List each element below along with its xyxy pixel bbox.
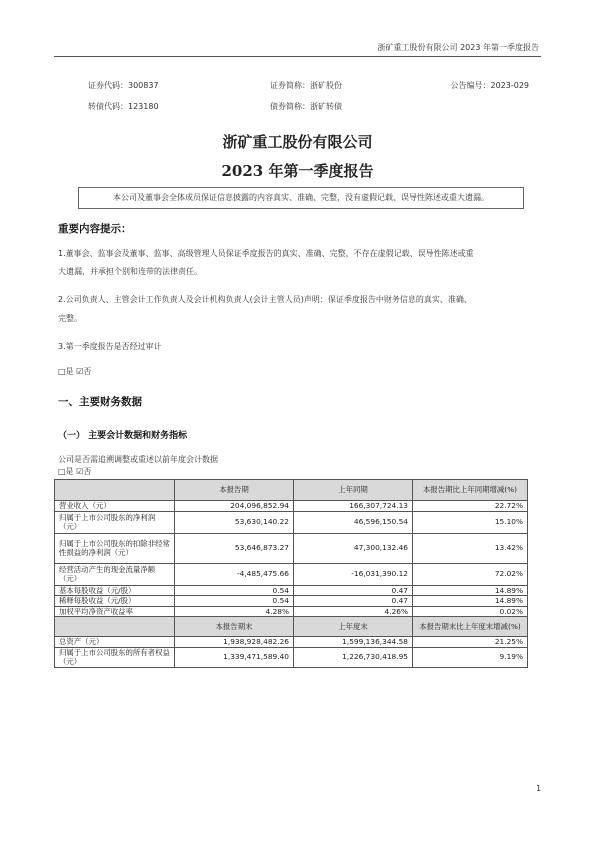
header-rule bbox=[54, 56, 541, 57]
table-header-cell: 本报告期末比上年度末增减(%) bbox=[413, 617, 528, 637]
tip-2-line-1: 2.公司负责人、主管会计工作负责人及会计机构负责人(会计主管人员)声明：保证季度报告中财务信息的真实、准确、 bbox=[58, 295, 472, 304]
table-row bbox=[55, 637, 528, 648]
value-cell: 0.02% bbox=[413, 606, 528, 617]
table-row bbox=[55, 511, 528, 533]
value-cell: 4.28% bbox=[175, 606, 294, 617]
table-row bbox=[55, 501, 528, 512]
section-heading: 一、主要财务数据 bbox=[58, 396, 142, 408]
value-cell: 1,938,928,482.26 bbox=[175, 637, 294, 648]
table-row bbox=[55, 533, 528, 563]
value-cell: 22.72% bbox=[413, 501, 528, 512]
audit-answer: □是 ☑否 bbox=[58, 367, 92, 376]
page-number: 1 bbox=[536, 784, 542, 793]
tip-1-line-1: 1.董事会、监事会及董事、监事、高级管理人员保证季度报告的真实、准确、完整，不存在虚假记载、误导性陈述或重 bbox=[58, 249, 474, 258]
stock-code: 证券代码：300837 bbox=[88, 81, 159, 90]
row-label-cell: 经营活动产生的现金流量净额（元） bbox=[55, 563, 175, 585]
value-cell: 166,307,724.13 bbox=[294, 501, 413, 512]
value-cell: 1,226,730,418.95 bbox=[294, 647, 413, 667]
row-label-cell: 归属于上市公司股东的所有者权益（元） bbox=[55, 647, 175, 667]
table-row bbox=[55, 647, 528, 667]
value-cell: 14.89% bbox=[413, 585, 528, 596]
value-cell: 15.10% bbox=[413, 511, 528, 533]
row-label-cell: 归属于上市公司股东的扣除非经常性损益的净利润（元） bbox=[55, 533, 175, 563]
table-header-cell: 本报告期 bbox=[175, 480, 294, 501]
value-cell: 13.42% bbox=[413, 533, 528, 563]
value-cell: -16,031,390.12 bbox=[294, 563, 413, 585]
value-cell: 21.25% bbox=[413, 637, 528, 648]
value-cell: 0.47 bbox=[294, 596, 413, 607]
announcement-number: 公告编号：2023-029 bbox=[450, 81, 529, 90]
running-header: 浙矿重工股份有限公司 2023 年第一季度报告 bbox=[377, 43, 539, 52]
company-name: 浙矿重工股份有限公司 bbox=[222, 133, 373, 151]
row-label-cell: 基本每股收益（元/股） bbox=[55, 585, 175, 596]
table-row bbox=[55, 585, 528, 596]
table-header-cell: 上年同期 bbox=[294, 480, 413, 501]
report-title: 2023 年第一季度报告 bbox=[221, 162, 374, 180]
subsection-heading: （一） 主要会计数据和财务指标 bbox=[58, 431, 188, 441]
value-cell: 14.89% bbox=[413, 596, 528, 607]
row-label-cell: 归属于上市公司股东的净利润（元） bbox=[55, 511, 175, 533]
table-header-row bbox=[55, 617, 528, 637]
tip-1-line-2: 大遗漏，并承担个别和连带的法律责任。 bbox=[58, 267, 202, 276]
table-row bbox=[55, 596, 528, 607]
table-header-cell: 本报告期末 bbox=[175, 617, 294, 637]
row-label-cell: 营业收入（元） bbox=[55, 501, 175, 512]
value-cell: 1,339,471,589.40 bbox=[175, 647, 294, 667]
value-cell: -4,485,475.66 bbox=[175, 563, 294, 585]
value-cell: 72.02% bbox=[413, 563, 528, 585]
value-cell: 47,300,132.46 bbox=[294, 533, 413, 563]
table-header-cell bbox=[55, 480, 175, 501]
value-cell: 1,599,136,344.58 bbox=[294, 637, 413, 648]
table-row bbox=[55, 606, 528, 617]
restate-answer: □是 ☑否 bbox=[58, 467, 92, 476]
value-cell: 4.26% bbox=[294, 606, 413, 617]
row-label-cell: 稀释每股收益（元/股） bbox=[55, 596, 175, 607]
value-cell: 204,096,852.94 bbox=[175, 501, 294, 512]
tip-3: 3.第一季度报告是否经过审计 bbox=[58, 342, 162, 351]
value-cell: 46,596,150.54 bbox=[294, 511, 413, 533]
table-header-cell: 本报告期比上年同期增减(%) bbox=[413, 480, 528, 501]
value-cell: 53,630,140.22 bbox=[175, 511, 294, 533]
tip-2-line-2: 完整。 bbox=[58, 314, 82, 323]
table-header-cell bbox=[55, 617, 175, 637]
table-header-row bbox=[55, 480, 528, 501]
bond-code: 转债代码：123180 bbox=[88, 102, 159, 111]
table-row bbox=[55, 563, 528, 585]
stock-short-name: 证券简称：浙矿股份 bbox=[270, 81, 342, 90]
value-cell: 0.54 bbox=[175, 596, 294, 607]
key-tips-heading: 重要内容提示： bbox=[58, 223, 132, 235]
table-header-cell: 上年度末 bbox=[294, 617, 413, 637]
value-cell: 53,646,873.27 bbox=[175, 533, 294, 563]
row-label-cell: 加权平均净资产收益率 bbox=[55, 606, 175, 617]
bond-short-name: 债券简称：浙矿转债 bbox=[270, 102, 342, 111]
disclosure-notice: 本公司及董事会全体成员保证信息披露的内容真实、准确、完整，没有虚假记载、误导性陈述或重大遗漏。 bbox=[78, 187, 524, 209]
value-cell: 0.47 bbox=[294, 585, 413, 596]
value-cell: 9.19% bbox=[413, 647, 528, 667]
financial-data-table bbox=[54, 479, 528, 668]
restate-question: 公司是否需追溯调整或重述以前年度会计数据 bbox=[58, 455, 218, 464]
value-cell: 0.54 bbox=[175, 585, 294, 596]
row-label-cell: 总资产（元） bbox=[55, 637, 175, 648]
